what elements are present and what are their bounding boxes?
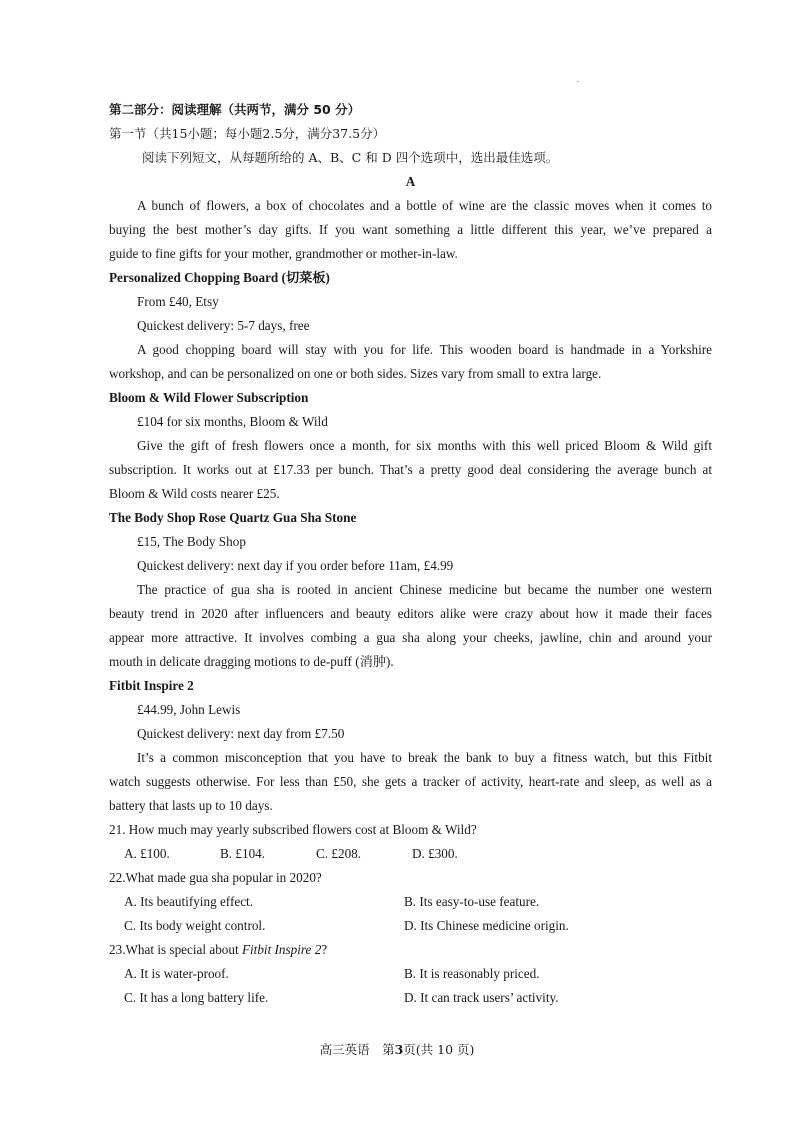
item-desc-line: battery that lasts up to 10 days. [109, 798, 273, 813]
item-desc-line: mouth in delicate dragging motions to de-puff (消肿). [109, 654, 394, 669]
option-a: A. £100. [124, 846, 170, 861]
question-stem: 22.What made gua sha popular in 2020? [109, 870, 322, 885]
option-c: C. It has a long battery life. [124, 990, 269, 1005]
item-desc-line: watch suggests otherwise. For less than £50, she gets a tracker of activity, heart-rate and sleep, as well as a [109, 774, 712, 789]
item-delivery: Quickest delivery: next day if you order before 11am, £4.99 [137, 558, 454, 573]
item-desc-line: Give the gift of fresh flowers once a month, for six months with this well priced Bloom & Wild gift [137, 438, 712, 453]
intro-line: A bunch of flowers, a box of chocolates and a bottle of wine are the classic moves when it comes to [137, 198, 712, 213]
option-b: B. Its easy-to-use feature. [404, 894, 540, 909]
option-c: C. Its body weight control. [124, 918, 266, 933]
option-d: D. Its Chinese medicine origin. [404, 918, 569, 933]
passage-label: A [405, 174, 416, 189]
footer-page-number: 3 [394, 1042, 404, 1057]
option-a: A. It is water-proof. [124, 966, 229, 981]
option-d: D. It can track users’ activity. [404, 990, 559, 1005]
option-c: C. £208. [316, 846, 362, 861]
question-stem: 21. How much may yearly subscribed flowers cost at Bloom & Wild? [109, 822, 477, 837]
item-desc-line: The practice of gua sha is rooted in ancient Chinese medicine but became the number one western [137, 582, 712, 597]
question-stem-prefix: 23.What is special about [109, 942, 242, 957]
item-desc-line: Bloom & Wild costs nearer £25. [109, 486, 280, 501]
page-content [109, 98, 712, 1010]
question-stem [109, 938, 712, 962]
question-options [109, 890, 712, 914]
question-options [109, 842, 712, 866]
page-footer [0, 1040, 794, 1060]
item-desc-line: It’s a common misconception that you have to break the bank to buy a fitness watch, but this Fitbit [137, 750, 712, 765]
item-title: Bloom & Wild Flower Subscription [109, 390, 309, 405]
question-stem-suffix: ? [321, 942, 328, 957]
item-delivery: Quickest delivery: 5-7 days, free [137, 318, 310, 333]
item-desc-line: A good chopping board will stay with you for life. This wooden board is handmade in a Yorkshire [137, 342, 712, 357]
item-price: From £40, Etsy [137, 294, 219, 309]
footer-right: 页(共 10 页) [403, 1042, 475, 1057]
intro-line: guide to fine gifts for your mother, grandmother or mother-in-law. [109, 246, 458, 261]
footer-left: 高三英语 第 [319, 1042, 395, 1057]
part-title: 第二部分：阅读理解（共两节，满分 50 分） [109, 102, 361, 117]
header-mark: . [577, 74, 580, 84]
item-price: £104 for six months, Bloom & Wild [137, 414, 328, 429]
option-d: D. £300. [412, 846, 458, 861]
item-desc-line: subscription. It works out at £17.33 per bunch. That’s a pretty good deal considering the average bunch at [109, 462, 712, 477]
instructions: 阅读下列短文，从每题所给的 A、B、C 和 D 四个选项中，选出最佳选项。 [142, 150, 559, 165]
question-options [109, 986, 712, 1010]
item-desc-line: appear more attractive. It involves combing a gua sha along your cheeks, jawline, chin and around your [109, 630, 712, 645]
option-b: B. It is reasonably priced. [404, 966, 540, 981]
question-stem-product: Fitbit Inspire 2 [241, 942, 322, 957]
section-title: 第一节（共15小题；每小题2.5分，满分37.5分） [109, 126, 386, 141]
item-delivery: Quickest delivery: next day from £7.50 [137, 726, 345, 741]
item-title: The Body Shop Rose Quartz Gua Sha Stone [109, 510, 357, 525]
item-price: £15, The Body Shop [137, 534, 246, 549]
question-options [109, 962, 712, 986]
item-desc-line: workshop, and can be personalized on one or both sides. Sizes vary from small to extra large. [109, 366, 602, 381]
option-a: A. Its beautifying effect. [124, 894, 254, 909]
item-price: £44.99, John Lewis [137, 702, 241, 717]
question-options [109, 914, 712, 938]
item-title: Fitbit Inspire 2 [109, 678, 194, 693]
intro-line: buying the best mother’s day gifts. If you want something a little different this year, we’ve prepared a [109, 222, 712, 237]
option-b: B. £104. [220, 846, 266, 861]
item-title: Personalized Chopping Board (切菜板) [109, 270, 330, 285]
item-desc-line: beauty trend in 2020 after influencers and beauty editors alike were crazy about how it made their faces [109, 606, 712, 621]
